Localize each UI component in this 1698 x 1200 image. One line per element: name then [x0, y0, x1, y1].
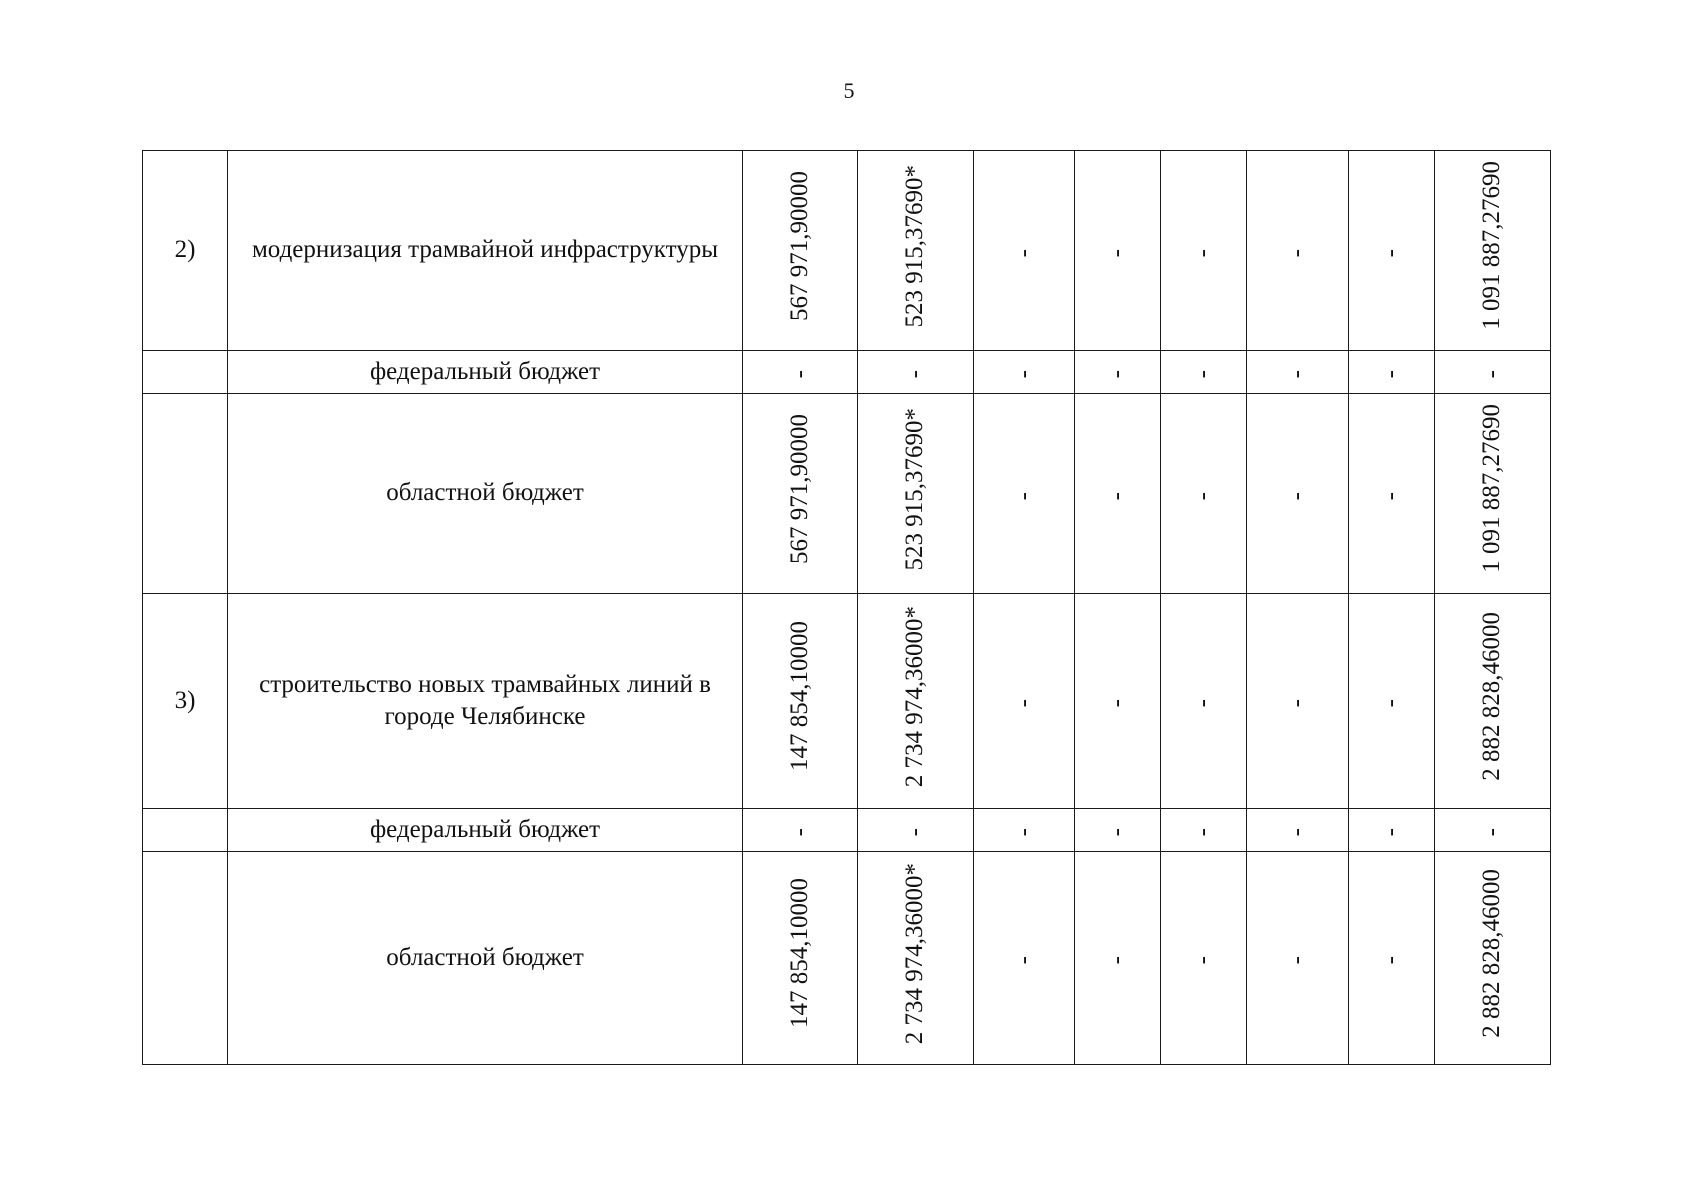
total-cell: 2 882 828,46000 [1435, 594, 1551, 809]
row-label: областной бюджет [228, 394, 743, 594]
row-label: областной бюджет [228, 852, 743, 1065]
value-cell: - [974, 394, 1075, 594]
value-cell: - [1247, 351, 1349, 394]
total-cell: - [1435, 351, 1551, 394]
total-cell: 1 091 887,27690 [1435, 394, 1551, 594]
value-cell: 523 915,37690* [858, 151, 974, 351]
value-cell: - [1247, 151, 1349, 351]
budget-table [142, 150, 1551, 1065]
row-label: федеральный бюджет [228, 809, 743, 852]
row-number: 3) [143, 594, 228, 809]
row-number [143, 852, 228, 1065]
value-cell: - [1349, 151, 1435, 351]
value-cell: 567 971,90000 [743, 394, 858, 594]
value-cell: - [743, 351, 858, 394]
total-cell: - [1435, 809, 1551, 852]
row-number [143, 809, 228, 852]
value-cell: - [1349, 351, 1435, 394]
row-label: модернизация трамвайной инфраструктуры [228, 151, 743, 351]
value-cell: - [1161, 594, 1247, 809]
row-label: строительство новых трамвайных линий в городе Челябинске [228, 594, 743, 809]
value-cell: 567 971,90000 [743, 151, 858, 351]
value-cell: - [1075, 809, 1161, 852]
value-cell: 2 734 974,36000* [858, 852, 974, 1065]
value-cell: - [1247, 394, 1349, 594]
page-number: 5 [843, 78, 855, 103]
value-cell: 147 854,10000 [743, 852, 858, 1065]
value-cell: - [1075, 594, 1161, 809]
value-cell: - [1161, 351, 1247, 394]
value-cell: - [1075, 351, 1161, 394]
table-row [143, 151, 1551, 351]
value-cell: - [974, 151, 1075, 351]
table-row [143, 594, 1551, 809]
row-label: федеральный бюджет [228, 351, 743, 394]
value-cell: - [974, 809, 1075, 852]
value-cell: - [1161, 151, 1247, 351]
value-cell: - [1247, 594, 1349, 809]
value-cell: - [1075, 852, 1161, 1065]
table-row [143, 852, 1551, 1065]
table-row [143, 351, 1551, 394]
value-cell: 2 734 974,36000* [858, 594, 974, 809]
value-cell: - [858, 809, 974, 852]
value-cell: - [1349, 394, 1435, 594]
value-cell: - [974, 594, 1075, 809]
value-cell: - [1247, 809, 1349, 852]
row-number [143, 394, 228, 594]
value-cell: - [1349, 852, 1435, 1065]
value-cell: 523 915,37690* [858, 394, 974, 594]
total-cell: 1 091 887,27690 [1435, 151, 1551, 351]
value-cell: 147 854,10000 [743, 594, 858, 809]
table-row [143, 394, 1551, 594]
value-cell: - [743, 809, 858, 852]
row-number: 2) [143, 151, 228, 351]
row-number [143, 351, 228, 394]
value-cell: - [1075, 151, 1161, 351]
value-cell: - [974, 852, 1075, 1065]
value-cell: - [1247, 852, 1349, 1065]
value-cell: - [858, 351, 974, 394]
value-cell: - [1075, 394, 1161, 594]
table-row [143, 809, 1551, 852]
value-cell: - [1349, 594, 1435, 809]
value-cell: - [974, 351, 1075, 394]
value-cell: - [1161, 852, 1247, 1065]
value-cell: - [1161, 394, 1247, 594]
total-cell: 2 882 828,46000 [1435, 852, 1551, 1065]
value-cell: - [1349, 809, 1435, 852]
value-cell: - [1161, 809, 1247, 852]
